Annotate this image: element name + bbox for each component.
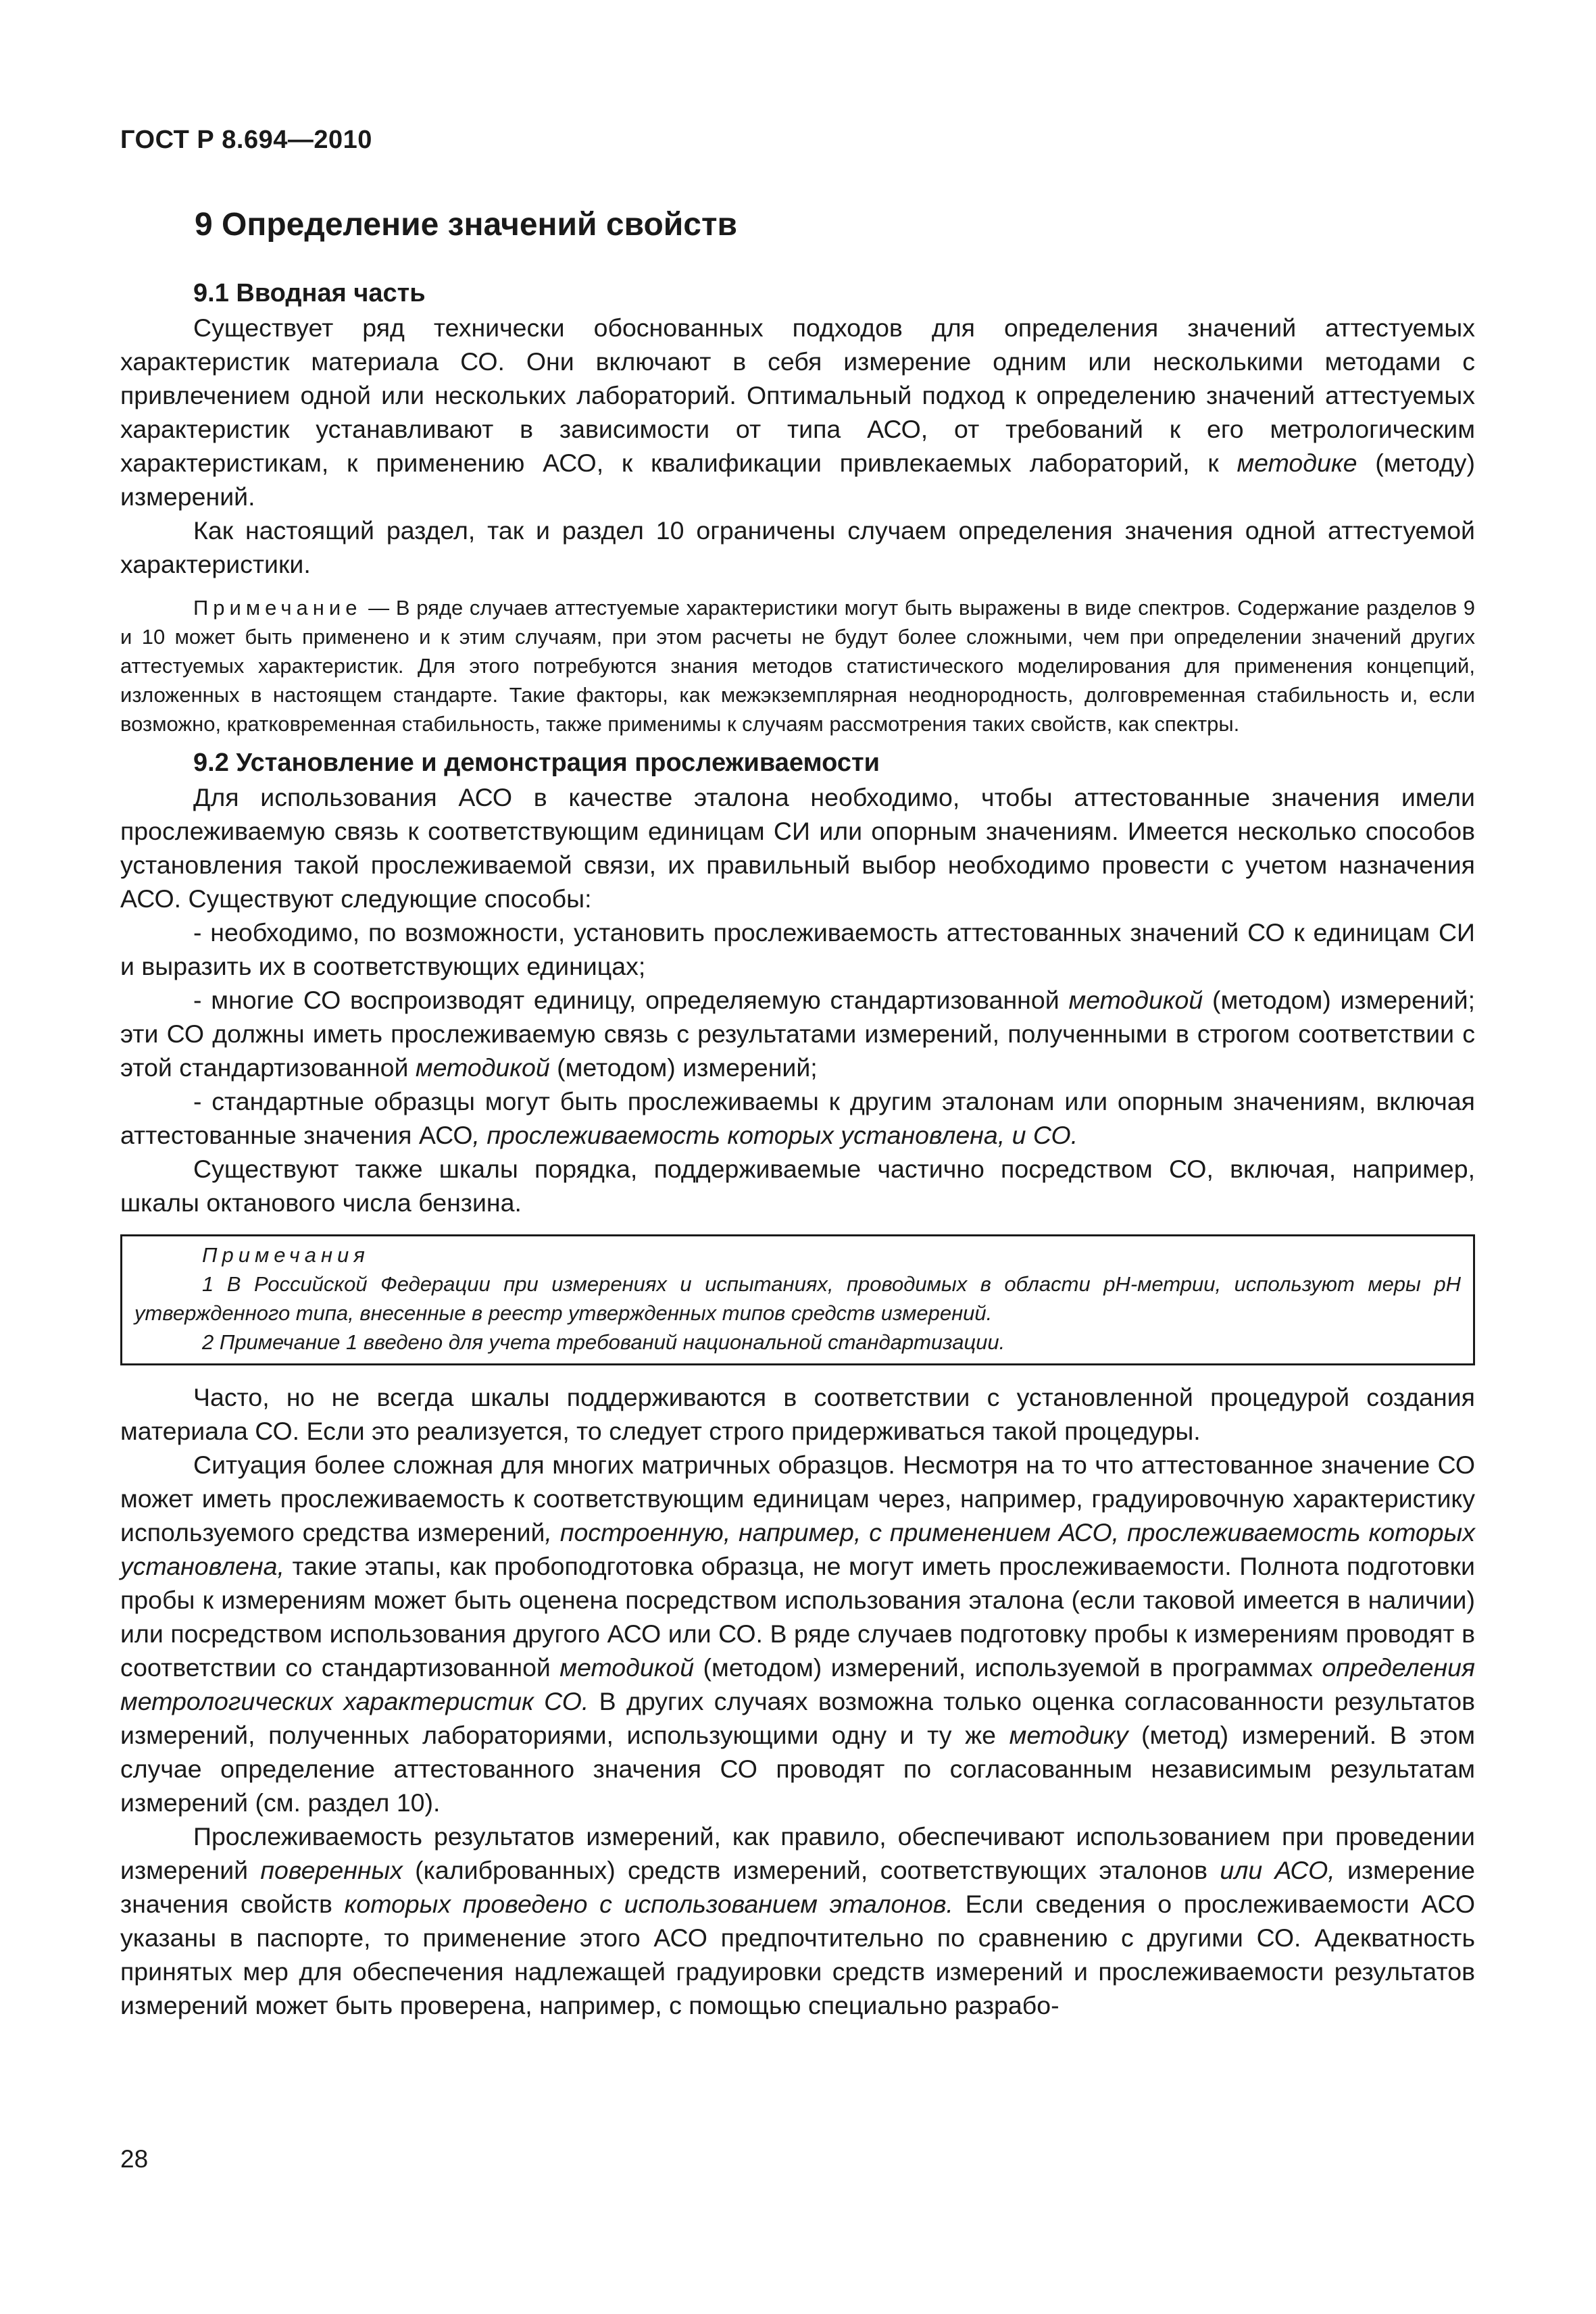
document-body (120, 276, 1475, 2022)
italic-term: которых проведено с использованием эталонов. (344, 1890, 953, 1918)
paragraph (120, 1819, 1475, 2022)
italic-term: методикой (559, 1653, 695, 1682)
paragraph (120, 311, 1475, 513)
list-item (120, 1084, 1475, 1152)
text-run: (методом) измерений, используемой в программах (694, 1653, 1322, 1682)
section-title: 9 Определение значений свойств (195, 207, 737, 243)
text-run: В других случаях возможна только оценка согласованности результатов измерений, полученных лабораториями, использующими одну и ту же (120, 1687, 1476, 1749)
paragraph: Существуют также шкалы порядка, поддерживаемые частично посредством СО, включая, например, шкалы октанового числа бензина. (120, 1155, 1475, 1217)
italic-term: методике (1237, 449, 1357, 477)
text-run: Существует ряд технически обоснованных подходов для определения значений аттестуемых характеристик материала СО. Они включают в себя измерение одним или несколькими методами с привлечением одной или нескольких лабораторий. Оптимальный подход к определению значений аттестуемых характеристик устанавливают в зависимости от типа АСО, от требований к его метрологическим характеристикам, к применению АСО, к квалификации привлекаемых лабораторий, к (120, 313, 1475, 477)
text-run: такие этапы, как пробоподготовка образца, не могут иметь прослеживаемости. Полнота подготовки пробы к измерениям может быть оценена посредством использования эталона (если таковой имеется в наличии) или посредством использования другого АСО или СО. В ряде случаев подготовку пробы к измерениям проводят в соответствии со стандартизованной (120, 1552, 1475, 1682)
page-number: 28 (120, 2145, 149, 2173)
subsection-9-2-title: 9.2 Установление и демонстрация прослеживаемости (193, 749, 880, 777)
subsection-9-1-title: 9.1 Вводная часть (193, 279, 426, 307)
paragraph (120, 1448, 1475, 1819)
italic-term: определения метрологических характеристик СО. (120, 1653, 1475, 1715)
italic-term: методикой (1068, 986, 1203, 1014)
notes-heading: Примечания (202, 1243, 370, 1267)
text-run: - стандартные образцы могут быть прослеживаемы к другим эталонам или опорным значениям, включая аттестованные значения АСО (120, 1087, 1475, 1149)
italic-term: , прослеживаемость которых установлена, и СО. (472, 1121, 1078, 1149)
paragraph: Часто, но не всегда шкалы поддерживаются в соответствии с установленной процедурой создания материала СО. Если это реализуется, то следует строго придерживаться такой процедуры. (120, 1383, 1475, 1445)
text-run: Если сведения о прослеживаемости АСО указаны в паспорте, то применение этого АСО предпочтительно по сравнению с другими СО. Адекватность принятых мер для обеспечения надлежащей градуировки средств измерений и прослеживаемости результатов измерений может быть проверена, например, с помощью специально разрабо- (120, 1890, 1475, 2019)
note-item: 1 В Российской Федерации при измерениях и испытаниях, проводимых в области рН-метрии, используют меры рН утвержденного типа, внесенные в реестр утвержденных типов средств измерений. (134, 1272, 1461, 1325)
text-run: Ситуация более сложная для многих матричных образцов. Несмотря на то что аттестованное значение СО может иметь прослеживаемость к соответствующим единицам через, например, градуировочную характеристику используемого средства измерений (120, 1451, 1475, 1546)
note-label: Примечание (193, 596, 362, 620)
text-run: Прослеживаемость результатов измерений, как правило, обеспечивают использованием при проведении измерений (120, 1822, 1475, 1884)
paragraph: Для использования АСО в качестве эталона необходимо, чтобы аттестованные значения имели прослеживаемую связь к соответствующим единицам СИ или опорным значениям. Имеется несколько способов установления такой прослеживаемой связи, их правильный выбор необходимо провести с учетом назначения АСО. Существуют следующие способы: (120, 783, 1475, 913)
text-run: - многие СО воспроизводят единицу, определяемую стандартизованной (193, 986, 1069, 1014)
document-id-header: ГОСТ Р 8.694—2010 (120, 126, 372, 154)
text-run: (методу) измерений. (120, 449, 1475, 511)
text-run: (методом) измерений; эти СО должны иметь прослеживаемую связь с результатами измерений, полученными в строгом соответствии с этой стандартизованной (120, 986, 1475, 1082)
list-item: - необходимо, по возможности, установить прослеживаемость аттестованных значений СО к единицам СИ и выразить их в соответствующих единицах; (120, 918, 1475, 980)
italic-term: , построенную, например, с применением АСО, прослеживаемость которых установлена, (120, 1518, 1475, 1580)
note-text: — В ряде случаев аттестуемые характеристики могут быть выражены в виде спектров. Содержание разделов 9 и 10 может быть применено и к этим случаям, при этом расчеты не будут более сложными, чем при определении значений других аттестуемых характеристик. Для этого потребуются знания методов статистического моделирования для применения концепций, изложенных в настоящем стандарте. Такие факторы, как межэкземплярная неоднородность, долговременная стабильность и, если возможно, кратковременная стабильность, также применимы к случаям рассмотрения таких свойств, как спектры. (120, 596, 1475, 736)
text-run: (методом) измерений; (549, 1053, 818, 1082)
italic-term: или АСО, (1220, 1856, 1335, 1884)
boxed-notes (120, 1234, 1475, 1365)
italic-term: методику (1009, 1721, 1128, 1749)
note-item: 2 Примечание 1 введено для учета требований национальной стандартизации. (202, 1330, 1005, 1354)
list-item (120, 983, 1475, 1084)
italic-term: методикой (415, 1053, 550, 1082)
paragraph: Как настоящий раздел, так и раздел 10 ограничены случаем определения значения одной аттестуемой характеристики. (120, 516, 1475, 578)
text-run: (калиброванных) средств измерений, соответствующих эталонов (402, 1856, 1220, 1884)
note-block (120, 593, 1475, 738)
text-run: измерение значения свойств (120, 1856, 1476, 1918)
italic-term: поверенных (260, 1856, 403, 1884)
text-run: (метод) измерений. В этом случае определение аттестованного значения СО проводят по согласованным независимым результатам измерений (см. раздел 10). (120, 1721, 1475, 1817)
